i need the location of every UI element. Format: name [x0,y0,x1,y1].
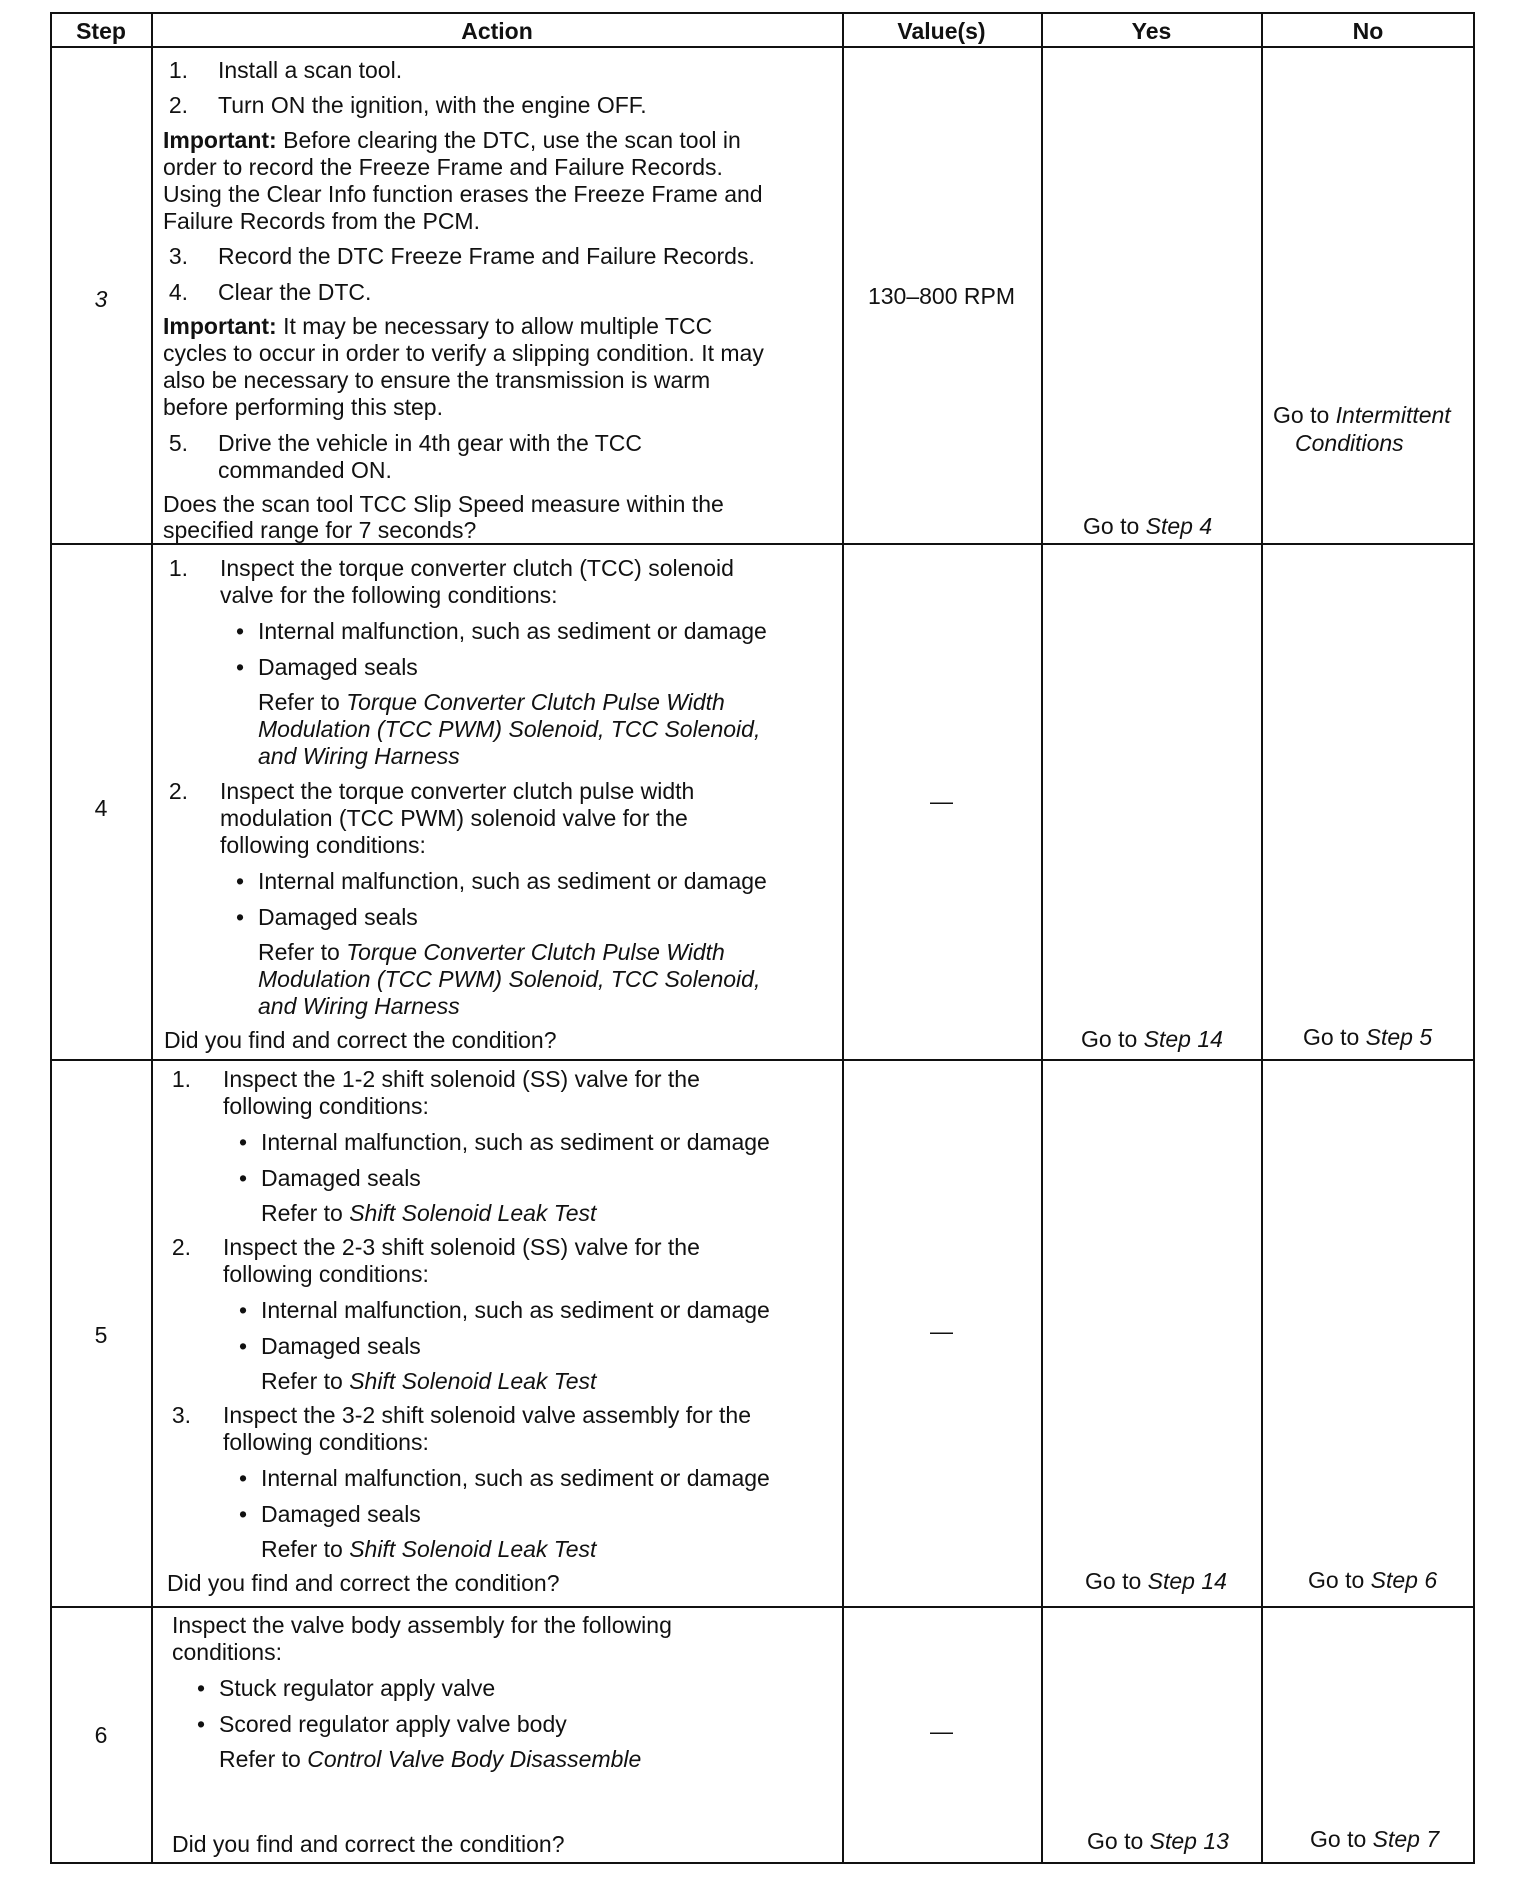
step-value: — [930,1718,953,1744]
important-note: Important: It may be necessary to allow multiple TCC [163,313,713,339]
column-divider [1261,12,1263,1864]
list-item: Turn ON the ignition, with the engine OFF. [218,92,647,118]
question: Did you find and correct the condition? [172,1831,565,1857]
bullet-item: Internal malfunction, such as sediment or damage [258,868,767,894]
yes-action: Go to Step 14 [1085,1568,1227,1594]
yes-action: Go to Step 4 [1083,513,1213,539]
step-number: 6 [94,1722,108,1748]
list-item: Inspect the torque converter clutch pulse width [220,778,695,804]
bullet-item: Damaged seals [258,654,418,680]
bullet-item: Internal malfunction, such as sediment or damage [261,1297,770,1323]
header-values: Value(s) [897,18,986,44]
question: Did you find and correct the condition? [164,1027,557,1053]
refer-note: Refer to Torque Converter Clutch Pulse Width [258,689,725,715]
intro-text: Inspect the valve body assembly for the following [172,1612,672,1638]
refer-note: Refer to Shift Solenoid Leak Test [261,1368,597,1394]
step-value: 130–800 RPM [867,283,1016,309]
bullet-item: Damaged seals [261,1333,421,1359]
list-item: Record the DTC Freeze Frame and Failure Records. [218,243,755,269]
bullet-item: Damaged seals [258,904,418,930]
list-item: Clear the DTC. [218,279,372,305]
refer-note: Refer to Shift Solenoid Leak Test [261,1200,597,1226]
important-note: Important: Before clearing the DTC, use the scan tool in [163,127,741,153]
list-item: Inspect the 2-3 shift solenoid (SS) valve for the [223,1234,700,1260]
list-item: Install a scan tool. [218,57,403,83]
no-action: Go to Step 6 [1308,1567,1438,1593]
bullet-item: Internal malfunction, such as sediment or damage [261,1129,770,1155]
bullet-item: Stuck regulator apply valve [219,1675,496,1701]
header-yes: Yes [1131,18,1172,44]
list-item: Inspect the torque converter clutch (TCC) solenoid [220,555,734,581]
list-item: Inspect the 3-2 shift solenoid valve assembly for the [223,1402,752,1428]
no-action: Go to Intermittent [1273,402,1451,428]
step-value: — [930,1318,953,1344]
column-divider [1041,12,1043,1864]
header-no: No [1352,18,1384,44]
step-number: 5 [94,1322,108,1348]
yes-action: Go to Step 13 [1087,1828,1229,1854]
yes-action: Go to Step 14 [1081,1026,1223,1052]
step-number: 3 [94,286,108,312]
list-item: Inspect the 1-2 shift solenoid (SS) valve for the [223,1066,700,1092]
question: Did you find and correct the condition? [167,1570,560,1596]
bullet-item: Damaged seals [261,1501,421,1527]
no-action: Go to Step 7 [1310,1826,1440,1852]
list-item: Drive the vehicle in 4th gear with the TCC [218,430,642,456]
refer-note: Refer to Shift Solenoid Leak Test [261,1536,597,1562]
header-step: Step [76,18,126,44]
bullet-item: Damaged seals [261,1165,421,1191]
no-action: Go to Step 5 [1303,1024,1433,1050]
step-value: — [930,788,953,814]
refer-note: Refer to Torque Converter Clutch Pulse Width [258,939,725,965]
question: Does the scan tool TCC Slip Speed measure within the [163,491,724,517]
column-divider [151,12,153,1864]
no-action-continued: Conditions [1295,430,1404,456]
bullet-item: Internal malfunction, such as sediment or damage [258,618,767,644]
bullet-item: Scored regulator apply valve body [219,1711,567,1737]
header-action: Action [461,18,533,44]
bullet-item: Internal malfunction, such as sediment or damage [261,1465,770,1491]
refer-note: Refer to Control Valve Body Disassemble [219,1746,642,1772]
step-number: 4 [94,795,108,821]
